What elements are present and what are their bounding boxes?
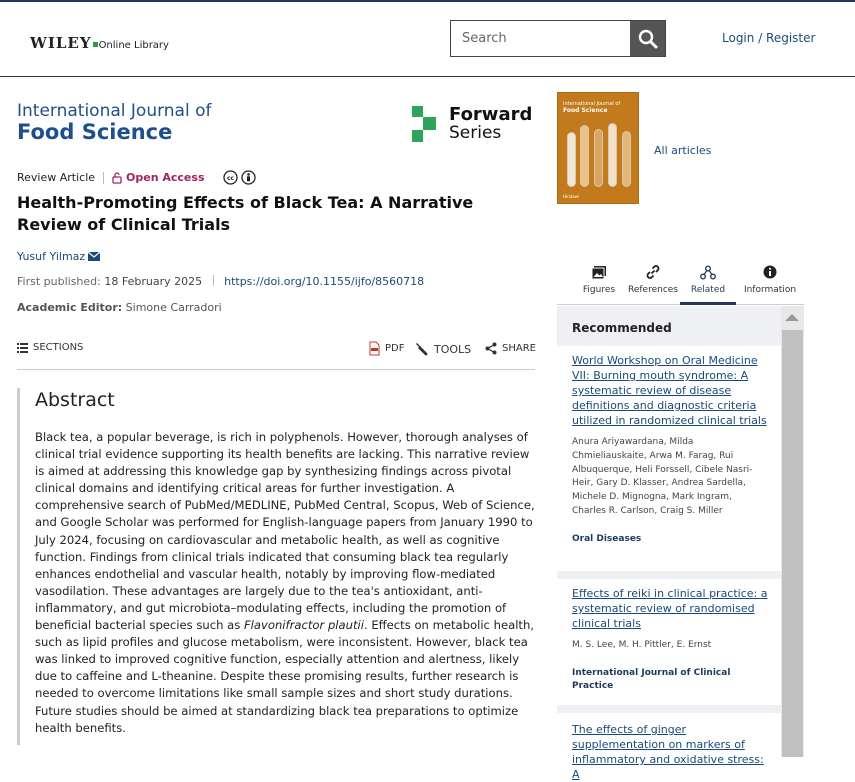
share-label: SHARE bbox=[502, 343, 536, 354]
link-icon bbox=[645, 264, 661, 280]
recommended-item-journal[interactable]: Oral Diseases bbox=[572, 533, 642, 544]
forward-series-icon bbox=[412, 106, 438, 144]
series-line2: Series bbox=[449, 122, 502, 143]
first-published-date: 18 February 2025 bbox=[104, 275, 203, 288]
recommended-item-authors: Anura Ariyawardana, Milda Chmieliauskaite, Arwa M. Farag, Rui Albuquerque, Heli Forssell, Cibele Nasri-Heir, Gary D. Klasser, Andrea Sardella, Michele D. Mignogna, Mark Ingram, Charles R. Carlson, Craig S. Miller bbox=[572, 437, 753, 516]
scroll-thumb[interactable] bbox=[782, 330, 803, 757]
publication-info bbox=[17, 275, 424, 288]
scroll-up-arrow-icon[interactable] bbox=[785, 314, 799, 321]
info-icon bbox=[763, 265, 777, 279]
abstract-text-part1: Black tea, a popular beverage, is rich in polyphenols. However, thorough analyses of clinical trial evidence supporting its health benefits are lacking. This narrative review is aimed at addressing this knowledge gap by synthesizing findings across pivotal clinical domains and identifying critical areas for further investigation. A comprehensive search of PubMed/MEDLINE, PubMed Central, Scopus, Web of Science, and Google Scholar was performed for English-language papers from January 1990 to July 2024, focusing on cardiovascular and metabolic health, as well as cognitive function. Findings from clinical trials indicated that consuming black tea regularly enhances endothelial and vascular health, notably by improving flow-mediated vasodilation. These advantages are largely due to the tea's antioxidant, anti-inflammatory, and gut microbiota–modulating effects, including the promotion of beneficial bacterial species such as bbox=[35, 430, 535, 633]
pdf-button[interactable] bbox=[369, 342, 404, 355]
tab-references[interactable] bbox=[627, 258, 679, 305]
cover-title-line1: International Journal of bbox=[563, 101, 621, 107]
tools-label: TOOLS bbox=[434, 342, 472, 356]
recommended-heading: Recommended bbox=[572, 321, 672, 335]
side-tabs bbox=[557, 258, 804, 305]
attribution-icon bbox=[241, 170, 256, 185]
recommended-item bbox=[557, 579, 781, 705]
cover-tube bbox=[608, 123, 617, 187]
sections-button[interactable] bbox=[17, 342, 83, 353]
license-icons[interactable] bbox=[223, 170, 256, 185]
search-box bbox=[450, 20, 666, 57]
cover-publisher: Hindawi bbox=[563, 194, 580, 199]
login-register-link[interactable]: Login / Register bbox=[722, 31, 816, 45]
logo-product: Online Library bbox=[98, 40, 169, 51]
author-link[interactable] bbox=[17, 250, 100, 263]
logo-dot bbox=[93, 42, 98, 47]
open-access-badge: Open Access bbox=[126, 171, 205, 184]
article-meta-row bbox=[17, 170, 256, 185]
species-name: Flavonifractor plautii bbox=[244, 618, 364, 633]
recommended-item bbox=[557, 346, 781, 571]
recommended-item-journal[interactable]: International Journal of Clinical Practice bbox=[572, 667, 731, 692]
search-button[interactable] bbox=[630, 21, 665, 56]
cover-title bbox=[563, 101, 620, 114]
first-published-label: First published: bbox=[17, 275, 101, 288]
recommended-item-authors: M. S. Lee, M. H. Pittler, E. Ernst bbox=[572, 640, 712, 650]
tab-figures[interactable] bbox=[575, 258, 623, 305]
cover-title-line2: Food Science bbox=[563, 107, 608, 114]
abstract-text-part2: . Effects on metabolic health, such as lipid profiles and glucose metabolism, were inconsistent. However, black tea was linked to improved cognitive function, especially attention and alertness, likely due to caffeine and L-theanine. Despite these promising results, further research is needed to overcome limitations like small sample sizes and short study durations. Future studies should be aimed at standardizing black tea preparations to optimize health benefits. bbox=[35, 618, 534, 735]
tab-information-label: Information bbox=[743, 285, 797, 295]
article-toolbar bbox=[17, 342, 535, 370]
pdf-icon bbox=[369, 342, 380, 355]
email-icon bbox=[88, 252, 100, 261]
recommended-item-title[interactable]: World Workshop on Oral Medicine VII: Burning mouth syndrome: A systematic review of disease definitions and diagnostic criteria utilized in randomized clinical trials bbox=[572, 354, 767, 427]
wiley-logo[interactable] bbox=[30, 34, 169, 52]
search-input[interactable] bbox=[451, 21, 631, 56]
divider bbox=[103, 172, 104, 184]
divider bbox=[213, 275, 214, 286]
cover-tube bbox=[567, 132, 576, 187]
wrench-icon bbox=[415, 342, 429, 356]
series-line1: Forward bbox=[449, 104, 533, 125]
site-header bbox=[0, 2, 855, 77]
author-name: Yusuf Yilmaz bbox=[17, 250, 86, 263]
cover-tube bbox=[622, 131, 631, 187]
forward-series-label bbox=[449, 106, 532, 143]
recommended-item bbox=[557, 713, 781, 781]
open-lock-icon bbox=[112, 172, 122, 183]
journal-title-line1: International Journal of bbox=[17, 101, 212, 121]
search-icon bbox=[638, 29, 658, 49]
editor-label: Academic Editor: bbox=[17, 301, 123, 314]
tab-related-label: Related bbox=[690, 285, 726, 295]
recommended-panel bbox=[557, 306, 804, 781]
tab-references-label: References bbox=[627, 285, 678, 295]
share-icon bbox=[485, 342, 497, 355]
tab-figures-label: Figures bbox=[582, 285, 616, 295]
abstract-heading: Abstract bbox=[35, 389, 115, 411]
article-type: Review Article bbox=[17, 171, 96, 184]
creative-commons-icon bbox=[223, 170, 238, 185]
journal-cover-image[interactable] bbox=[557, 92, 639, 204]
all-articles-link[interactable]: All articles bbox=[654, 144, 712, 157]
recommended-item-title[interactable]: The effects of ginger supplementation on markers of inflammatory and oxidative stress: A bbox=[572, 723, 764, 781]
image-icon bbox=[592, 266, 606, 279]
sections-label: SECTIONS bbox=[33, 342, 84, 353]
editor-name: Simone Carradori bbox=[125, 301, 222, 314]
network-icon bbox=[700, 265, 716, 280]
svg-text:cc: cc bbox=[226, 175, 234, 182]
tab-information[interactable] bbox=[736, 258, 804, 305]
abstract-text bbox=[35, 429, 535, 737]
recommended-item-title[interactable]: Effects of reiki in clinical practice: a systematic review of randomised clinical trials bbox=[572, 587, 768, 630]
list-icon bbox=[17, 343, 28, 353]
pdf-label: PDF bbox=[385, 343, 405, 354]
tab-related[interactable] bbox=[680, 258, 736, 305]
doi-link[interactable]: https://doi.org/10.1155/ijfo/8560718 bbox=[224, 275, 425, 288]
academic-editor bbox=[17, 301, 222, 314]
abstract-section bbox=[17, 388, 535, 745]
cover-tube bbox=[594, 129, 603, 187]
tools-button[interactable] bbox=[415, 342, 471, 356]
journal-title[interactable] bbox=[17, 103, 212, 143]
cover-tube bbox=[580, 125, 589, 187]
article-title: Health-Promoting Effects of Black Tea: A Narrative Review of Clinical Trials bbox=[17, 193, 474, 235]
share-button[interactable] bbox=[485, 342, 536, 355]
journal-title-line2: Food Science bbox=[17, 119, 173, 144]
recommended-scrollbar[interactable] bbox=[781, 306, 804, 757]
logo-brand: WILEY bbox=[30, 34, 92, 52]
